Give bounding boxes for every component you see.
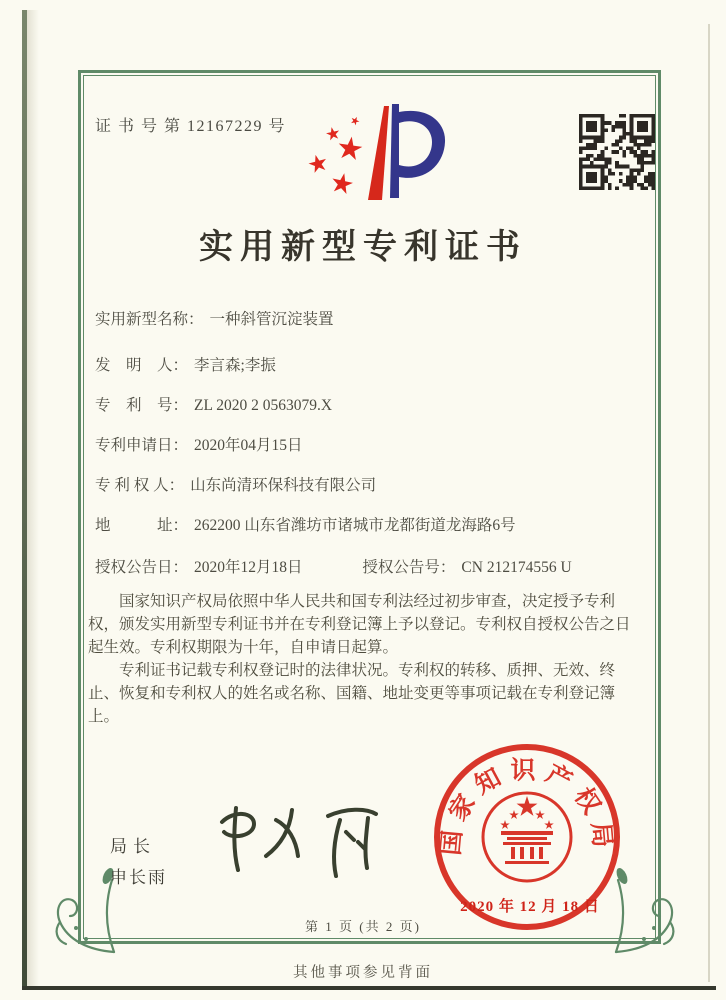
logo-red-wedge: [368, 106, 389, 200]
field-label: 专 利 权 人：: [95, 477, 185, 494]
field-value: 2020年04月15日: [194, 437, 303, 454]
field-row-inventors: [95, 353, 276, 375]
page-number: 第 1 页 (共 2 页): [305, 919, 421, 934]
field-row-patentee: [95, 473, 376, 495]
legal-paragraph-1: 国家知识产权局依照中华人民共和国专利法经过初步审查，决定授予专利权，颁发实用新型专利证书并在专利登记簿上予以登记。专利权自授权公告之日起生效。专利权期限为十年，自申请日起算。: [88, 593, 631, 656]
field-row-name: [95, 307, 334, 329]
field-value: 262200 山东省潍坊市诸城市龙都街道龙海路6号: [194, 517, 516, 534]
certificate-title: 实用新型专利证书: [199, 229, 527, 266]
field-label: 发 明 人：: [95, 357, 189, 374]
back-note: 其他事项参见背面: [293, 965, 433, 981]
legal-text: [88, 590, 640, 728]
national-emblem: [483, 793, 571, 881]
director-signature: [200, 786, 405, 894]
field-label: 专利申请日：: [95, 437, 189, 454]
legal-paragraph-2: 专利证书记载专利权登记时的法律状况。专利权的转移、质押、无效、终止、恢复和专利权人的姓名或名称、国籍、地址变更等事项记载在专利登记簿上。: [88, 662, 616, 725]
logo-blue-bowl: [399, 111, 445, 178]
seal-text: 国家知识产权局: [437, 757, 617, 857]
field-value: 李言森;李振: [194, 357, 276, 374]
field-value: 一种斜管沉淀装置: [209, 311, 334, 328]
paper-edge-bottom: [22, 986, 716, 990]
field-row-filing-date: [95, 433, 303, 455]
director-title: 局长: [110, 837, 156, 856]
paper-edge-right: [708, 24, 710, 982]
field-row-grant: [95, 555, 572, 577]
qr-code: [579, 114, 655, 190]
field-label: 地 址：: [95, 517, 189, 534]
field-value: ZL 2020 2 0563079.X: [194, 397, 333, 414]
logo-blue-stem: [390, 104, 399, 198]
field-label: 专 利 号：: [95, 397, 189, 414]
field-row-address: [95, 513, 516, 535]
director-name: 申长雨: [110, 868, 167, 887]
cnipa-logo-icon: [292, 102, 452, 204]
field-value: 2020年12月18日: [194, 559, 303, 576]
paper-gutter-shadow: [27, 10, 39, 988]
field-label: 实用新型名称：: [95, 311, 204, 328]
seal-date: 2020 年 12 月 18 日: [460, 899, 600, 915]
certificate-number: 证 书 号 第 12167229 号: [95, 118, 287, 135]
grant-number-value: CN 212174556 U: [461, 559, 572, 576]
field-value: 山东尚清环保科技有限公司: [190, 477, 377, 494]
field-label: 授权公告日：: [95, 559, 189, 576]
grant-number-label: 授权公告号：: [362, 559, 456, 576]
field-row-patent-number: [95, 393, 332, 415]
